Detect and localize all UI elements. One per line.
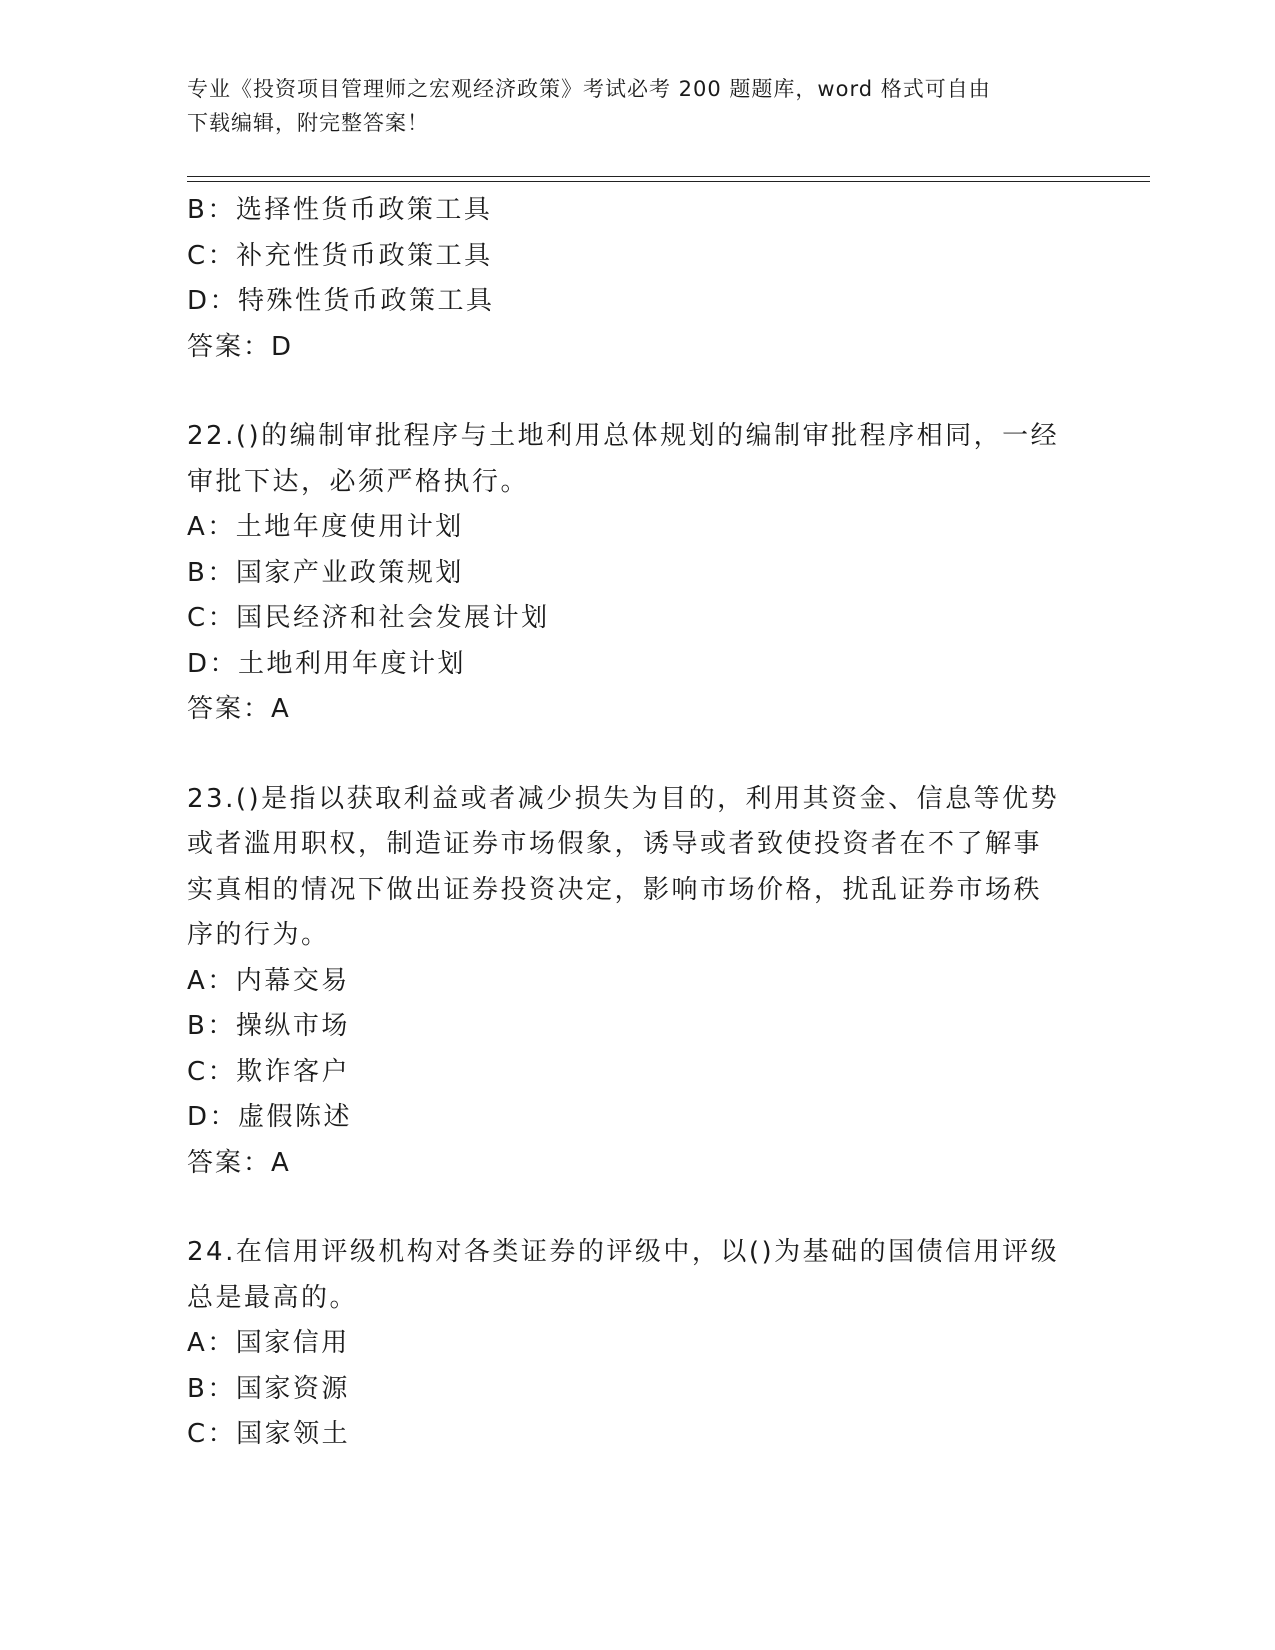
option-b [187,188,1087,234]
question-stem-line: 24.在信用评级机构对各类证券的评级中，以()为基础的国债信用评级 [187,1237,1060,1267]
option-key: A： [187,965,236,996]
answer-value: A [271,1147,290,1178]
option-key: C： [187,240,237,271]
header-line-1: 专业《投资项目管理师之宏观经济政策》考试必考 200 题题库，word 格式可自由 [187,77,991,101]
option-c [187,596,1087,642]
question-stem-line: 实真相的情况下做出证券投资决定，影响市场价格，扰乱证券市场秩 [187,874,1043,905]
option-a [187,959,1087,1005]
option-text: 国家领土 [236,1419,351,1449]
option-text: 国家产业政策规划 [235,557,464,588]
answer-label: 答案： [187,1147,272,1178]
option-a [187,505,1087,551]
question-21-continuation [187,188,1087,370]
option-key: D： [187,1102,239,1132]
question-23 [187,777,1087,1187]
option-text: 国民经济和社会发展计划 [236,603,550,633]
option-text: 选择性货币政策工具 [235,195,493,225]
option-text: 欺诈客户 [236,1056,351,1087]
question-22 [187,414,1087,733]
option-text: 土地利用年度计划 [238,648,467,679]
option-c [187,1412,1087,1458]
question-stem-line: 审批下达，必须严格执行。 [187,466,530,497]
header-divider-top [187,176,1150,177]
option-key: C： [187,1056,237,1087]
document-header [187,72,1067,140]
option-b [187,551,1087,597]
answer-value: A [271,694,290,724]
option-text: 内幕交易 [235,965,350,996]
answer-label: 答案： [187,694,272,724]
option-key: A： [187,1328,236,1358]
option-text: 虚假陈述 [238,1102,353,1132]
option-key: D： [187,286,239,316]
answer-line [187,687,1087,733]
question-stem-line: 或者滥用职权，制造证券市场假象，诱导或者致使投资者在不了解事 [187,829,1043,859]
option-text: 国家资源 [235,1373,350,1404]
question-24 [187,1230,1087,1458]
question-stem-line: 23.()是指以获取利益或者减少损失为目的，利用其资金、信息等优势 [187,783,1060,814]
option-text: 特殊性货币政策工具 [238,286,495,316]
option-d [187,642,1087,688]
question-stem-line: 22.()的编制审批程序与土地利用总体规划的编制审批程序相同，一经 [187,421,1060,451]
option-key: C： [187,603,237,633]
option-key: D： [187,648,239,679]
option-text: 国家信用 [235,1328,350,1358]
option-text: 补充性货币政策工具 [236,240,493,271]
option-key: B： [187,1373,236,1404]
option-key: B： [187,557,236,588]
question-stem-line: 序的行为。 [187,920,330,950]
header-divider-bottom [187,181,1150,182]
option-d [187,279,1087,325]
option-key: C： [187,1419,237,1449]
option-text: 土地年度使用计划 [235,512,464,542]
option-d [187,1095,1087,1141]
option-key: B： [187,195,236,225]
option-key: B： [187,1011,236,1041]
option-text: 操纵市场 [235,1011,350,1041]
question-list [187,188,1087,1458]
option-c [187,1050,1087,1096]
option-b [187,1367,1087,1413]
answer-label: 答案： [187,331,272,362]
option-a [187,1321,1087,1367]
question-stem-line: 总是最高的。 [187,1282,359,1313]
option-c [187,234,1087,280]
option-b [187,1004,1087,1050]
answer-line [187,1141,1087,1187]
header-line-2: 下载编辑，附完整答案！ [187,111,429,135]
answer-value: D [271,331,293,362]
option-key: A： [187,512,236,542]
answer-line [187,325,1087,371]
